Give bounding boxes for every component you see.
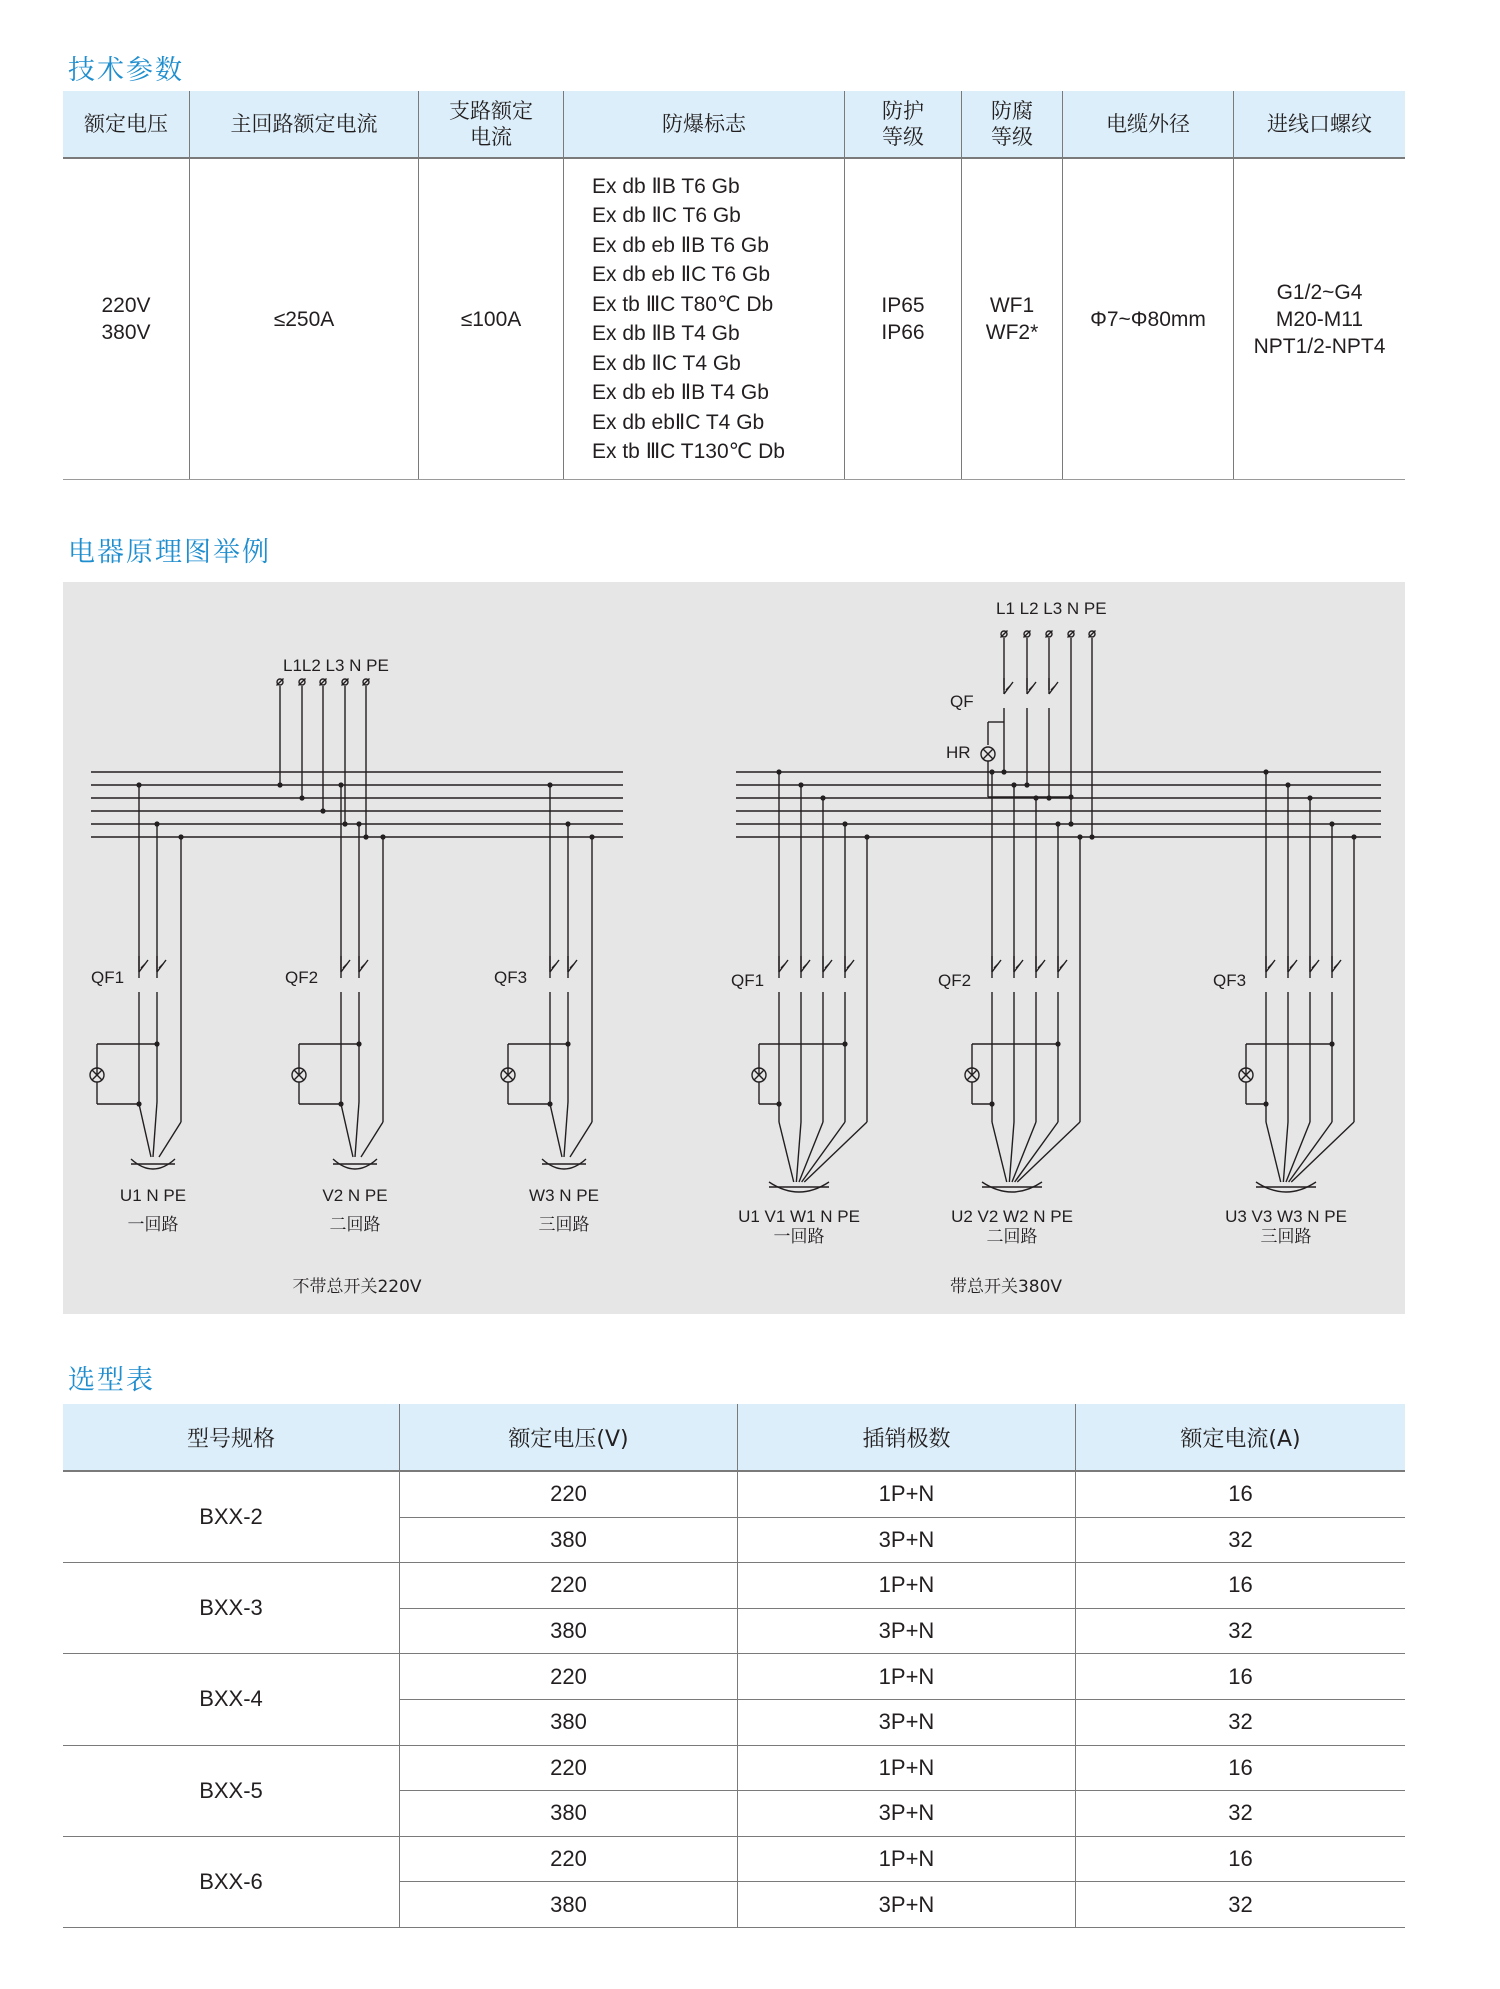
header-text-line: 支路额定 [449, 99, 533, 123]
feeder-wire [779, 1122, 794, 1182]
junction-dot [154, 821, 159, 826]
poles-cell: 3P+N [738, 1882, 1076, 1928]
header-main-current: 主回路额定电流 [190, 91, 419, 158]
thread-value: NPT1/2-NPT4 [1253, 334, 1386, 358]
voltage-cell: 220 [400, 1563, 738, 1609]
tech-data-row [63, 158, 1405, 480]
electrical-schematic [63, 582, 1405, 1314]
ex-mark: Ex db ⅡB T6 Gb [592, 174, 740, 198]
feeder-wire [799, 1122, 823, 1182]
junction-dot [1068, 794, 1073, 799]
main-breaker-label: QF [950, 692, 974, 711]
feeder-wire [1291, 1122, 1354, 1182]
feeder-wire [1017, 1122, 1080, 1182]
junction-dot [547, 782, 552, 787]
cell-anticorrosion [962, 158, 1063, 480]
junction-dot [1263, 1101, 1268, 1106]
circuit-label: 三回路 [538, 1215, 590, 1235]
feeder-wire [796, 1122, 801, 1182]
current-cell: 32 [1076, 1608, 1406, 1654]
breaker-label: QF1 [731, 971, 765, 990]
model-cell: BXX-2 [63, 1471, 400, 1563]
current-cell: 16 [1076, 1745, 1406, 1791]
header-protection [845, 91, 962, 158]
junction-dot [820, 795, 825, 800]
current-cell: 32 [1076, 1791, 1406, 1837]
section-title-tech-params: 技术参数 [68, 55, 184, 86]
junction-dot [299, 795, 304, 800]
model-cell: BXX-6 [63, 1836, 400, 1927]
header-ex-marking: 防爆标志 [564, 91, 845, 158]
header-anticorrosion [962, 91, 1063, 158]
ex-mark: Ex db eb ⅡC T6 Gb [592, 263, 771, 286]
junction-dot [136, 782, 141, 787]
junction-dot [1285, 782, 1290, 787]
section-title-diagram: 电器原理图举例 [68, 537, 271, 568]
junction-dot [136, 1101, 141, 1106]
junction-dot [1077, 834, 1082, 839]
cell-cable-diameter: Φ7~Φ80mm [1063, 158, 1234, 480]
circuit-label: 三回路 [1260, 1227, 1312, 1247]
header-thread: 进线口螺纹 [1234, 91, 1406, 158]
selection-header-row [63, 1404, 1405, 1471]
current-cell: 16 [1076, 1563, 1406, 1609]
voltage-cell: 380 [400, 1517, 738, 1563]
voltage-value: 220V [101, 294, 151, 317]
junction-dot [1351, 834, 1356, 839]
feeder-wire [1009, 1122, 1014, 1182]
neutral-wire [355, 1102, 359, 1157]
feeder-wire [1286, 1122, 1310, 1182]
circuit-label: 二回路 [329, 1215, 381, 1235]
feeder-wire [1015, 1122, 1058, 1182]
junction-dot [380, 834, 385, 839]
feeder-wire [802, 1122, 845, 1182]
junction-dot [1055, 1041, 1060, 1046]
junction-dot [178, 834, 183, 839]
ex-mark: Ex db ⅡC T6 Gb [592, 204, 741, 227]
supply-label: L1 L2 L3 N PE [996, 599, 1107, 618]
junction-dot [338, 1101, 343, 1106]
ex-mark: Ex tb ⅢC T80℃ Db [592, 292, 774, 316]
junction-dot [1024, 782, 1029, 787]
phase-wire [550, 1104, 562, 1157]
voltage-cell: 380 [400, 1608, 738, 1654]
header-poles: 插销极数 [738, 1404, 1076, 1471]
junction-dot [1089, 834, 1094, 839]
header-text-line: 电流 [470, 125, 512, 149]
junction-dot [842, 1041, 847, 1046]
header-text-line: 防腐 [991, 99, 1033, 123]
junction-dot [342, 821, 347, 826]
table-row [63, 1745, 1405, 1791]
junction-dot [565, 1041, 570, 1046]
header-model: 型号规格 [63, 1404, 400, 1471]
junction-dot [320, 808, 325, 813]
junction-dot [1329, 1041, 1334, 1046]
breaker-label: QF3 [494, 968, 528, 987]
feeder-wire [1283, 1122, 1288, 1182]
diagram-caption: 带总开关380V [949, 1277, 1063, 1297]
tech-params-table [63, 91, 1405, 480]
junction-dot [277, 782, 282, 787]
circuit-label: 一回路 [773, 1227, 825, 1247]
phase-wire [341, 1104, 353, 1157]
ex-mark: Ex db eb ⅡB T6 Gb [592, 233, 769, 257]
indicator-label: HR [946, 743, 971, 762]
voltage-cell: 220 [400, 1836, 738, 1882]
voltage-cell: 220 [400, 1654, 738, 1700]
table-row [63, 1563, 1405, 1609]
header-text-line: 防护 [882, 99, 924, 123]
anticorrosion-value: WF2* [985, 321, 1039, 344]
poles-cell: 1P+N [738, 1471, 1076, 1517]
protection-value: IP65 [881, 294, 925, 317]
header-current: 额定电流(A) [1076, 1404, 1406, 1471]
feeder-wire [1012, 1122, 1036, 1182]
poles-cell: 3P+N [738, 1608, 1076, 1654]
current-cell: 32 [1076, 1882, 1406, 1928]
junction-dot [356, 821, 361, 826]
terminal-label: W3 N PE [529, 1186, 599, 1205]
voltage-cell: 380 [400, 1699, 738, 1745]
breaker-label: QF3 [1213, 971, 1247, 990]
header-text-line: 等级 [882, 125, 924, 149]
feeder-wire [1289, 1122, 1332, 1182]
table-row [63, 1836, 1405, 1882]
ex-mark: Ex db ebⅡC T4 Gb [592, 410, 765, 434]
junction-dot [776, 769, 781, 774]
junction-dot [338, 782, 343, 787]
poles-cell: 3P+N [738, 1791, 1076, 1837]
junction-dot [1263, 769, 1268, 774]
terminal-label: V2 N PE [322, 1186, 388, 1205]
terminal-label: U1 N PE [119, 1186, 187, 1205]
section-title-selection: 选型表 [68, 1365, 155, 1396]
circuit-label: 一回路 [127, 1215, 179, 1235]
poles-cell: 1P+N [738, 1563, 1076, 1609]
junction-dot [864, 834, 869, 839]
ex-mark: Ex db ⅡB T4 Gb [592, 322, 740, 345]
feeder-wire [1266, 1122, 1281, 1182]
model-cell: BXX-3 [63, 1563, 400, 1654]
cell-protection [845, 158, 962, 480]
voltage-value: 380V [101, 321, 151, 344]
thread-value: M20-M11 [1275, 307, 1364, 331]
poles-cell: 3P+N [738, 1517, 1076, 1563]
neutral-wire [153, 1102, 157, 1157]
current-cell: 16 [1076, 1654, 1406, 1700]
tech-header-row [63, 91, 1405, 158]
junction-dot [798, 782, 803, 787]
phase-wire [139, 1104, 151, 1157]
junction-dot [1011, 782, 1016, 787]
cell-thread [1234, 158, 1406, 480]
ex-mark: Ex tb ⅢC T130℃ Db [592, 440, 785, 463]
header-rated-voltage: 额定电压 [63, 91, 190, 158]
ex-mark: Ex db eb ⅡB T4 Gb [592, 381, 769, 404]
selection-table [63, 1404, 1405, 1928]
junction-dot [1068, 821, 1073, 826]
junction-dot [565, 821, 570, 826]
junction-dot [1033, 795, 1038, 800]
table-row [63, 1654, 1405, 1700]
header-branch-current-line1 [423, 98, 559, 150]
model-cell: BXX-4 [63, 1654, 400, 1745]
breaker-label: QF2 [938, 971, 972, 990]
voltage-cell: 380 [400, 1882, 738, 1928]
cell-voltage [63, 158, 190, 480]
poles-cell: 3P+N [738, 1699, 1076, 1745]
header-branch-current [419, 91, 564, 158]
junction-dot [1055, 821, 1060, 826]
cell-branch-current: ≤100A [419, 158, 564, 480]
junction-dot [154, 1041, 159, 1046]
poles-cell: 1P+N [738, 1654, 1076, 1700]
current-cell: 16 [1076, 1471, 1406, 1517]
junction-dot [776, 1101, 781, 1106]
model-cell: BXX-5 [63, 1745, 400, 1836]
junction-dot [363, 834, 368, 839]
junction-dot [1001, 769, 1006, 774]
junction-dot [1307, 795, 1312, 800]
junction-dot [589, 834, 594, 839]
current-cell: 32 [1076, 1699, 1406, 1745]
pe-wire [361, 1122, 383, 1157]
junction-dot [547, 1101, 552, 1106]
electrical-diagram-panel [63, 582, 1405, 1314]
terminal-label: U1 V1 W1 N PE [738, 1207, 860, 1226]
thread-value: G1/2~G4 [1276, 280, 1363, 304]
header-cable-diameter: 电缆外径 [1063, 91, 1234, 158]
current-cell: 16 [1076, 1836, 1406, 1882]
feeder-wire [992, 1122, 1007, 1182]
feeder-wire [804, 1122, 867, 1182]
header-text-line: 等级 [991, 125, 1033, 149]
terminal-label: U3 V3 W3 N PE [1225, 1207, 1347, 1226]
anticorrosion-value: WF1 [989, 294, 1035, 317]
protection-value: IP66 [881, 321, 925, 344]
current-cell: 32 [1076, 1517, 1406, 1563]
cell-main-current: ≤250A [190, 158, 419, 480]
pe-wire [159, 1122, 181, 1157]
breaker-label: QF2 [285, 968, 319, 987]
terminal-label: U2 V2 W2 N PE [951, 1207, 1073, 1226]
junction-dot [1046, 795, 1051, 800]
breaker-label: QF1 [91, 968, 125, 987]
table-row [63, 1471, 1405, 1517]
ex-mark: Ex db ⅡC T4 Gb [592, 351, 741, 375]
neutral-wire [564, 1102, 568, 1157]
voltage-cell: 220 [400, 1745, 738, 1791]
junction-dot [842, 821, 847, 826]
circuit-label: 二回路 [986, 1227, 1038, 1247]
junction-dot [1329, 821, 1334, 826]
voltage-cell: 380 [400, 1791, 738, 1837]
voltage-cell: 220 [400, 1471, 738, 1517]
poles-cell: 1P+N [738, 1836, 1076, 1882]
diagram-caption: 不带总开关220V [292, 1277, 422, 1297]
poles-cell: 1P+N [738, 1745, 1076, 1791]
header-voltage: 额定电压(V) [400, 1404, 738, 1471]
cell-ex-marks [564, 158, 845, 480]
supply-label: L1L2 L3 N PE [283, 656, 389, 675]
pe-wire [570, 1122, 592, 1157]
junction-dot [356, 1041, 361, 1046]
junction-dot [989, 1101, 994, 1106]
junction-dot [989, 769, 994, 774]
